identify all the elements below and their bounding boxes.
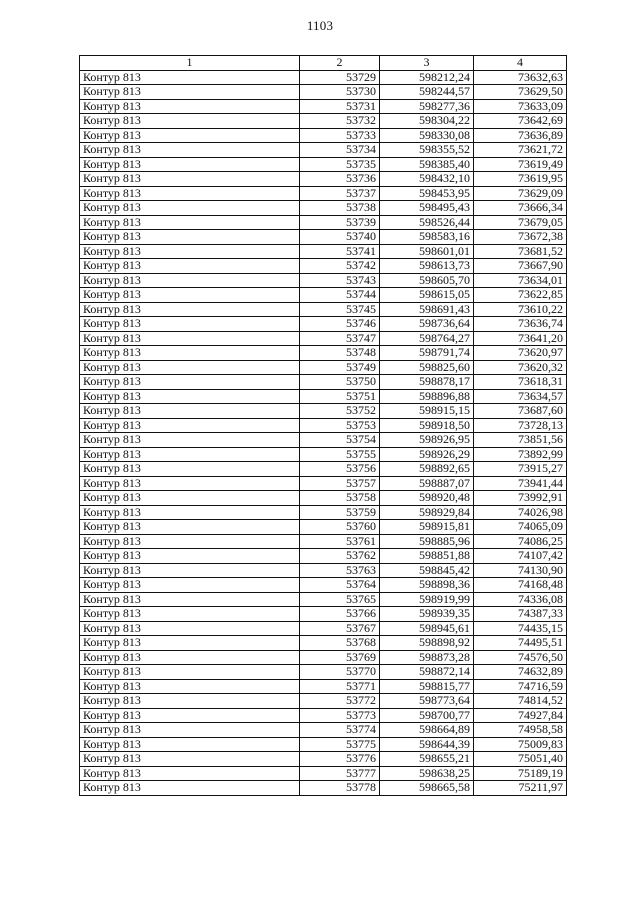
point-number-cell: 53765 <box>300 592 380 607</box>
contour-name-cell: Контур 813 <box>80 186 300 201</box>
y-coordinate-cell: 73629,09 <box>474 186 567 201</box>
y-coordinate-cell: 73634,01 <box>474 273 567 288</box>
y-coordinate-cell: 74336,08 <box>474 592 567 607</box>
contour-name-cell: Контур 813 <box>80 607 300 622</box>
table-row <box>80 302 567 317</box>
table-row <box>80 476 567 491</box>
table-row <box>80 549 567 564</box>
table-row <box>80 157 567 172</box>
contour-name-cell: Контур 813 <box>80 215 300 230</box>
point-number-cell: 53757 <box>300 476 380 491</box>
x-coordinate-cell: 598330,08 <box>380 128 474 143</box>
y-coordinate-cell: 74814,52 <box>474 694 567 709</box>
x-coordinate-cell: 598929,84 <box>380 505 474 520</box>
point-number-cell: 53744 <box>300 288 380 303</box>
table-row <box>80 694 567 709</box>
contour-name-cell: Контур 813 <box>80 534 300 549</box>
x-coordinate-cell: 598878,17 <box>380 375 474 390</box>
x-coordinate-cell: 598638,25 <box>380 766 474 781</box>
table-row <box>80 389 567 404</box>
point-number-cell: 53730 <box>300 85 380 100</box>
y-coordinate-cell: 73641,20 <box>474 331 567 346</box>
x-coordinate-cell: 598432,10 <box>380 172 474 187</box>
contour-name-cell: Контур 813 <box>80 375 300 390</box>
contour-name-cell: Контур 813 <box>80 418 300 433</box>
y-coordinate-cell: 73915,27 <box>474 462 567 477</box>
x-coordinate-cell: 598926,95 <box>380 433 474 448</box>
x-coordinate-cell: 598244,57 <box>380 85 474 100</box>
contour-name-cell: Контур 813 <box>80 244 300 259</box>
y-coordinate-cell: 73620,32 <box>474 360 567 375</box>
y-coordinate-cell: 73642,69 <box>474 114 567 129</box>
table-row <box>80 447 567 462</box>
y-coordinate-cell: 74958,58 <box>474 723 567 738</box>
x-coordinate-cell: 598664,89 <box>380 723 474 738</box>
column-header: 4 <box>474 56 567 71</box>
y-coordinate-cell: 73618,31 <box>474 375 567 390</box>
y-coordinate-cell: 73636,74 <box>474 317 567 332</box>
x-coordinate-cell: 598851,88 <box>380 549 474 564</box>
contour-name-cell: Контур 813 <box>80 592 300 607</box>
contour-name-cell: Контур 813 <box>80 723 300 738</box>
x-coordinate-cell: 598873,28 <box>380 650 474 665</box>
y-coordinate-cell: 74927,84 <box>474 708 567 723</box>
y-coordinate-cell: 74632,89 <box>474 665 567 680</box>
point-number-cell: 53751 <box>300 389 380 404</box>
contour-name-cell: Контур 813 <box>80 563 300 578</box>
contour-name-cell: Контур 813 <box>80 665 300 680</box>
point-number-cell: 53731 <box>300 99 380 114</box>
y-coordinate-cell: 73672,38 <box>474 230 567 245</box>
x-coordinate-cell: 598896,88 <box>380 389 474 404</box>
point-number-cell: 53769 <box>300 650 380 665</box>
contour-name-cell: Контур 813 <box>80 360 300 375</box>
point-number-cell: 53743 <box>300 273 380 288</box>
contour-name-cell: Контур 813 <box>80 737 300 752</box>
x-coordinate-cell: 598665,58 <box>380 781 474 796</box>
point-number-cell: 53754 <box>300 433 380 448</box>
y-coordinate-cell: 73892,99 <box>474 447 567 462</box>
y-coordinate-cell: 74107,42 <box>474 549 567 564</box>
y-coordinate-cell: 74026,98 <box>474 505 567 520</box>
point-number-cell: 53742 <box>300 259 380 274</box>
x-coordinate-cell: 598583,16 <box>380 230 474 245</box>
point-number-cell: 53758 <box>300 491 380 506</box>
table-row <box>80 360 567 375</box>
x-coordinate-cell: 598791,74 <box>380 346 474 361</box>
contour-name-cell: Контур 813 <box>80 621 300 636</box>
x-coordinate-cell: 598845,42 <box>380 563 474 578</box>
point-number-cell: 53755 <box>300 447 380 462</box>
table-row <box>80 259 567 274</box>
y-coordinate-cell: 74086,25 <box>474 534 567 549</box>
page-number: 1103 <box>306 18 334 33</box>
y-coordinate-cell: 73619,49 <box>474 157 567 172</box>
table-row <box>80 665 567 680</box>
table-row <box>80 346 567 361</box>
contour-name-cell: Контур 813 <box>80 143 300 158</box>
point-number-cell: 53759 <box>300 505 380 520</box>
point-number-cell: 53738 <box>300 201 380 216</box>
x-coordinate-cell: 598644,39 <box>380 737 474 752</box>
contour-name-cell: Контур 813 <box>80 99 300 114</box>
x-coordinate-cell: 598691,43 <box>380 302 474 317</box>
x-coordinate-cell: 598926,29 <box>380 447 474 462</box>
table-row <box>80 766 567 781</box>
x-coordinate-cell: 598655,21 <box>380 752 474 767</box>
point-number-cell: 53740 <box>300 230 380 245</box>
y-coordinate-cell: 73636,89 <box>474 128 567 143</box>
y-coordinate-cell: 75189,19 <box>474 766 567 781</box>
point-number-cell: 53753 <box>300 418 380 433</box>
x-coordinate-cell: 598898,92 <box>380 636 474 651</box>
table-row <box>80 172 567 187</box>
table-row <box>80 114 567 129</box>
contour-name-cell: Контур 813 <box>80 578 300 593</box>
table-row <box>80 215 567 230</box>
y-coordinate-cell: 73667,90 <box>474 259 567 274</box>
point-number-cell: 53749 <box>300 360 380 375</box>
x-coordinate-cell: 598898,36 <box>380 578 474 593</box>
x-coordinate-cell: 598736,64 <box>380 317 474 332</box>
x-coordinate-cell: 598277,36 <box>380 99 474 114</box>
contour-name-cell: Контур 813 <box>80 752 300 767</box>
table-row <box>80 520 567 535</box>
x-coordinate-cell: 598526,44 <box>380 215 474 230</box>
point-number-cell: 53736 <box>300 172 380 187</box>
point-number-cell: 53747 <box>300 331 380 346</box>
contour-name-cell: Контур 813 <box>80 70 300 85</box>
point-number-cell: 53763 <box>300 563 380 578</box>
y-coordinate-cell: 73666,34 <box>474 201 567 216</box>
x-coordinate-cell: 598872,14 <box>380 665 474 680</box>
y-coordinate-cell: 74495,51 <box>474 636 567 651</box>
x-coordinate-cell: 598605,70 <box>380 273 474 288</box>
table-row <box>80 621 567 636</box>
table-row <box>80 636 567 651</box>
y-coordinate-cell: 74387,33 <box>474 607 567 622</box>
point-number-cell: 53739 <box>300 215 380 230</box>
contour-name-cell: Контур 813 <box>80 404 300 419</box>
point-number-cell: 53756 <box>300 462 380 477</box>
table-row <box>80 708 567 723</box>
x-coordinate-cell: 598453,95 <box>380 186 474 201</box>
table-row <box>80 288 567 303</box>
point-number-cell: 53734 <box>300 143 380 158</box>
contour-name-cell: Контур 813 <box>80 694 300 709</box>
point-number-cell: 53776 <box>300 752 380 767</box>
table-row <box>80 128 567 143</box>
table-row <box>80 737 567 752</box>
table-row <box>80 752 567 767</box>
x-coordinate-cell: 598385,40 <box>380 157 474 172</box>
contour-name-cell: Контур 813 <box>80 476 300 491</box>
point-number-cell: 53771 <box>300 679 380 694</box>
x-coordinate-cell: 598613,73 <box>380 259 474 274</box>
point-number-cell: 53735 <box>300 157 380 172</box>
x-coordinate-cell: 598764,27 <box>380 331 474 346</box>
contour-name-cell: Контур 813 <box>80 172 300 187</box>
x-coordinate-cell: 598825,60 <box>380 360 474 375</box>
y-coordinate-cell: 74716,59 <box>474 679 567 694</box>
point-number-cell: 53761 <box>300 534 380 549</box>
contour-name-cell: Контур 813 <box>80 766 300 781</box>
column-header: 2 <box>300 56 380 71</box>
point-number-cell: 53774 <box>300 723 380 738</box>
table-row <box>80 230 567 245</box>
table-row <box>80 578 567 593</box>
x-coordinate-cell: 598920,48 <box>380 491 474 506</box>
contour-name-cell: Контур 813 <box>80 491 300 506</box>
point-number-cell: 53752 <box>300 404 380 419</box>
y-coordinate-cell: 73992,91 <box>474 491 567 506</box>
x-coordinate-cell: 598212,24 <box>380 70 474 85</box>
contour-name-cell: Контур 813 <box>80 114 300 129</box>
x-coordinate-cell: 598615,05 <box>380 288 474 303</box>
y-coordinate-cell: 73629,50 <box>474 85 567 100</box>
table-row <box>80 491 567 506</box>
table-row <box>80 462 567 477</box>
x-coordinate-cell: 598887,07 <box>380 476 474 491</box>
y-coordinate-cell: 73622,85 <box>474 288 567 303</box>
contour-name-cell: Контур 813 <box>80 288 300 303</box>
table-row <box>80 650 567 665</box>
table-row <box>80 186 567 201</box>
point-number-cell: 53764 <box>300 578 380 593</box>
table-row <box>80 244 567 259</box>
x-coordinate-cell: 598939,35 <box>380 607 474 622</box>
coordinates-table <box>79 55 567 796</box>
point-number-cell: 53768 <box>300 636 380 651</box>
table-row <box>80 85 567 100</box>
contour-name-cell: Контур 813 <box>80 85 300 100</box>
x-coordinate-cell: 598915,81 <box>380 520 474 535</box>
point-number-cell: 53760 <box>300 520 380 535</box>
x-coordinate-cell: 598495,43 <box>380 201 474 216</box>
point-number-cell: 53741 <box>300 244 380 259</box>
point-number-cell: 53737 <box>300 186 380 201</box>
point-number-cell: 53766 <box>300 607 380 622</box>
y-coordinate-cell: 75051,40 <box>474 752 567 767</box>
point-number-cell: 53772 <box>300 694 380 709</box>
contour-name-cell: Контур 813 <box>80 520 300 535</box>
contour-name-cell: Контур 813 <box>80 462 300 477</box>
y-coordinate-cell: 73941,44 <box>474 476 567 491</box>
x-coordinate-cell: 598355,52 <box>380 143 474 158</box>
x-coordinate-cell: 598915,15 <box>380 404 474 419</box>
point-number-cell: 53770 <box>300 665 380 680</box>
contour-name-cell: Контур 813 <box>80 346 300 361</box>
y-coordinate-cell: 73632,63 <box>474 70 567 85</box>
y-coordinate-cell: 74576,50 <box>474 650 567 665</box>
table-row <box>80 375 567 390</box>
table-row <box>80 433 567 448</box>
x-coordinate-cell: 598885,96 <box>380 534 474 549</box>
column-header: 1 <box>80 56 300 71</box>
y-coordinate-cell: 73681,52 <box>474 244 567 259</box>
point-number-cell: 53773 <box>300 708 380 723</box>
contour-name-cell: Контур 813 <box>80 302 300 317</box>
point-number-cell: 53732 <box>300 114 380 129</box>
y-coordinate-cell: 73687,60 <box>474 404 567 419</box>
table-row <box>80 505 567 520</box>
contour-name-cell: Контур 813 <box>80 708 300 723</box>
x-coordinate-cell: 598892,65 <box>380 462 474 477</box>
table-row <box>80 404 567 419</box>
contour-name-cell: Контур 813 <box>80 128 300 143</box>
point-number-cell: 53775 <box>300 737 380 752</box>
point-number-cell: 53777 <box>300 766 380 781</box>
contour-name-cell: Контур 813 <box>80 331 300 346</box>
table-row <box>80 143 567 158</box>
table-row <box>80 723 567 738</box>
contour-name-cell: Контур 813 <box>80 259 300 274</box>
y-coordinate-cell: 75211,97 <box>474 781 567 796</box>
table-row <box>80 592 567 607</box>
point-number-cell: 53733 <box>300 128 380 143</box>
contour-name-cell: Контур 813 <box>80 505 300 520</box>
y-coordinate-cell: 73728,13 <box>474 418 567 433</box>
x-coordinate-cell: 598945,61 <box>380 621 474 636</box>
contour-name-cell: Контур 813 <box>80 781 300 796</box>
y-coordinate-cell: 73851,56 <box>474 433 567 448</box>
contour-name-cell: Контур 813 <box>80 679 300 694</box>
contour-name-cell: Контур 813 <box>80 549 300 564</box>
table-row <box>80 781 567 796</box>
point-number-cell: 53762 <box>300 549 380 564</box>
y-coordinate-cell: 75009,83 <box>474 737 567 752</box>
y-coordinate-cell: 74168,48 <box>474 578 567 593</box>
table-row <box>80 317 567 332</box>
x-coordinate-cell: 598919,99 <box>380 592 474 607</box>
point-number-cell: 53778 <box>300 781 380 796</box>
y-coordinate-cell: 73619,95 <box>474 172 567 187</box>
table-header-row <box>80 56 567 71</box>
table-row <box>80 679 567 694</box>
point-number-cell: 53767 <box>300 621 380 636</box>
y-coordinate-cell: 73634,57 <box>474 389 567 404</box>
table-row <box>80 99 567 114</box>
y-coordinate-cell: 73679,05 <box>474 215 567 230</box>
contour-name-cell: Контур 813 <box>80 317 300 332</box>
y-coordinate-cell: 73610,22 <box>474 302 567 317</box>
table-row <box>80 201 567 216</box>
x-coordinate-cell: 598815,77 <box>380 679 474 694</box>
y-coordinate-cell: 74435,15 <box>474 621 567 636</box>
table-row <box>80 273 567 288</box>
table-row <box>80 563 567 578</box>
y-coordinate-cell: 74130,90 <box>474 563 567 578</box>
table-row <box>80 70 567 85</box>
point-number-cell: 53750 <box>300 375 380 390</box>
contour-name-cell: Контур 813 <box>80 157 300 172</box>
contour-name-cell: Контур 813 <box>80 636 300 651</box>
table-row <box>80 534 567 549</box>
x-coordinate-cell: 598773,64 <box>380 694 474 709</box>
table-row <box>80 418 567 433</box>
point-number-cell: 53746 <box>300 317 380 332</box>
y-coordinate-cell: 73633,09 <box>474 99 567 114</box>
table-row <box>80 607 567 622</box>
contour-name-cell: Контур 813 <box>80 433 300 448</box>
table-row <box>80 331 567 346</box>
contour-name-cell: Контур 813 <box>80 273 300 288</box>
x-coordinate-cell: 598700,77 <box>380 708 474 723</box>
x-coordinate-cell: 598304,22 <box>380 114 474 129</box>
contour-name-cell: Контур 813 <box>80 389 300 404</box>
y-coordinate-cell: 74065,09 <box>474 520 567 535</box>
contour-name-cell: Контур 813 <box>80 230 300 245</box>
x-coordinate-cell: 598918,50 <box>380 418 474 433</box>
y-coordinate-cell: 73621,72 <box>474 143 567 158</box>
contour-name-cell: Контур 813 <box>80 201 300 216</box>
contour-name-cell: Контур 813 <box>80 447 300 462</box>
contour-name-cell: Контур 813 <box>80 650 300 665</box>
y-coordinate-cell: 73620,97 <box>474 346 567 361</box>
point-number-cell: 53748 <box>300 346 380 361</box>
x-coordinate-cell: 598601,01 <box>380 244 474 259</box>
column-header: 3 <box>380 56 474 71</box>
point-number-cell: 53745 <box>300 302 380 317</box>
point-number-cell: 53729 <box>300 70 380 85</box>
